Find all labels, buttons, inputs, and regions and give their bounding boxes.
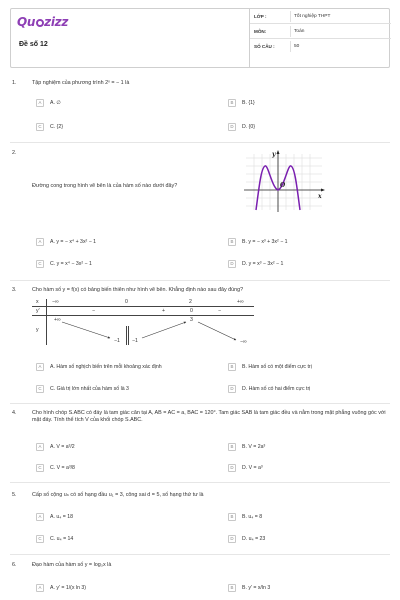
- option-text: B. {1}: [242, 100, 255, 106]
- meta-value: Toán: [294, 29, 305, 34]
- meta-class: [250, 9, 391, 24]
- option-text: D. {0}: [242, 124, 255, 130]
- exam-title: Đề số 12: [19, 41, 48, 48]
- option-letter-box: A: [36, 238, 44, 246]
- option-letter-box: C: [36, 464, 44, 472]
- option-text: A. ∅: [50, 100, 61, 106]
- option-letter-box: D: [228, 385, 236, 393]
- option-letter-box: A: [36, 99, 44, 107]
- question-text: Cho hàm số y = f(x) có bảng biến thiên như hình vẽ bên. Khẳng định nào sau đây đúng?: [32, 287, 244, 293]
- option-letter-box: B: [228, 238, 236, 246]
- table-x-label: x: [36, 299, 39, 305]
- meta-key: LỚP :: [254, 14, 267, 19]
- option-text: D. u₄ = 23: [242, 536, 266, 542]
- option-text: B. y' = x/ln 3: [242, 585, 271, 591]
- table-x-value: 2: [189, 299, 192, 305]
- table-yprime-label: y': [36, 308, 40, 314]
- question-text: Đường cong trong hình vẽ bên là của hàm số nào dưới đây?: [32, 183, 178, 189]
- table-sign: 0: [190, 308, 193, 314]
- option-letter-box: B: [228, 363, 236, 371]
- meta-subject: [250, 24, 391, 39]
- option-letter-box: C: [36, 385, 44, 393]
- function-graph: [242, 148, 326, 214]
- table-y-value: −1: [132, 338, 138, 344]
- question-text: Tập nghiệm của phương trình 2ˣ = − 1 là: [32, 80, 130, 86]
- option-text: C. y = x⁴ − 3x² − 1: [50, 261, 92, 267]
- option-text: C. V = a³/8: [50, 465, 75, 471]
- worksheet-header: [10, 8, 390, 68]
- option-text: A. V = a³/2: [50, 444, 75, 450]
- question-number: 4.: [12, 410, 17, 416]
- table-sign: −: [218, 308, 222, 314]
- meta-value: Tốt nghiệp THPT: [294, 14, 331, 19]
- question-divider: [10, 280, 390, 281]
- question-text: Đạo hàm của hàm số y = log₃x là: [32, 562, 112, 568]
- option-letter-box: D: [228, 123, 236, 131]
- option-letter-box: C: [36, 123, 44, 131]
- table-y-value: +∞: [54, 317, 61, 323]
- question-divider: [10, 142, 390, 143]
- question-divider: [10, 482, 390, 483]
- exam-meta: [249, 9, 390, 67]
- option-text: C. Giá trị lớn nhất của hàm số là 3: [50, 386, 129, 392]
- table-x-value: −∞: [52, 299, 59, 305]
- option-text: B. y = − x³ + 3x² − 1: [242, 239, 288, 245]
- meta-key: SỐ CÂU :: [254, 44, 275, 49]
- variation-arrows: [32, 299, 254, 345]
- question-number: 1.: [12, 80, 17, 86]
- table-x-value: 0: [125, 299, 128, 305]
- table-y-value: 3: [190, 317, 193, 323]
- meta-value: 50: [294, 44, 300, 49]
- question-divider: [10, 403, 390, 404]
- option-letter-box: D: [228, 260, 236, 268]
- table-sign: −: [92, 308, 96, 314]
- question-number: 2.: [12, 150, 17, 156]
- question-number: 6.: [12, 562, 17, 568]
- question-divider: [10, 554, 390, 555]
- option-text: B. u₄ = 8: [242, 514, 263, 520]
- option-letter-box: C: [36, 260, 44, 268]
- axis-label-x: x: [318, 193, 322, 200]
- option-text: C. {2}: [50, 124, 63, 130]
- question-number: 5.: [12, 492, 17, 498]
- option-letter-box: A: [36, 513, 44, 521]
- question-number: 3.: [12, 287, 17, 293]
- option-letter-box: A: [36, 443, 44, 451]
- option-letter-box: A: [36, 363, 44, 371]
- option-text: B. Hàm số có một điểm cực trị: [242, 364, 312, 370]
- meta-key: MÔN:: [254, 29, 267, 34]
- table-sign: +: [162, 308, 166, 314]
- option-text: D. Hàm số có hai điểm cực trị: [242, 386, 311, 392]
- option-letter-box: C: [36, 535, 44, 543]
- option-letter-box: B: [228, 443, 236, 451]
- option-text: D. V = a³: [242, 465, 263, 471]
- question-text: Cấp số cộng uₙ có số hạng đầu u₁ = 3, công sai d = 5, số hạng thứ tư là: [32, 492, 204, 498]
- option-letter-box: B: [228, 584, 236, 592]
- option-letter-box: D: [228, 535, 236, 543]
- option-text: C. u₄ = 14: [50, 536, 74, 542]
- axis-label-y: y: [272, 151, 276, 158]
- variation-table: [32, 299, 254, 345]
- table-y-value: −1: [114, 338, 120, 344]
- origin-label: O: [280, 182, 286, 189]
- option-letter-box: A: [36, 584, 44, 592]
- option-text: A. y = − x⁴ + 3x² − 1: [50, 239, 97, 245]
- option-text: D. y = x³ − 3x² − 1: [242, 261, 284, 267]
- option-letter-box: B: [228, 513, 236, 521]
- option-text: A. Hàm số nghịch biến trên mỗi khoảng xác định: [50, 364, 162, 370]
- table-x-value: +∞: [237, 299, 244, 305]
- option-text: B. V = 2a³: [242, 444, 266, 450]
- option-text: A. u₄ = 18: [50, 514, 74, 520]
- option-letter-box: D: [228, 464, 236, 472]
- quizizz-logo: Qu zizz: [17, 15, 69, 29]
- table-y-label: y: [36, 327, 39, 333]
- option-text: A. y' = 1/(x ln 3): [50, 585, 87, 591]
- meta-count: [250, 39, 391, 54]
- question-text: Cho hình chóp S.ABC có đáy là tam giác cân tại A, AB = AC = a, BAC = 120°. Tam giác SAB là tam giác đều và nằm trong mặt phẳng vuông góc với mặt đáy. Tính thể tích V của khối chóp S.ABC.: [32, 410, 386, 424]
- table-y-value: −∞: [240, 339, 247, 345]
- option-letter-box: B: [228, 99, 236, 107]
